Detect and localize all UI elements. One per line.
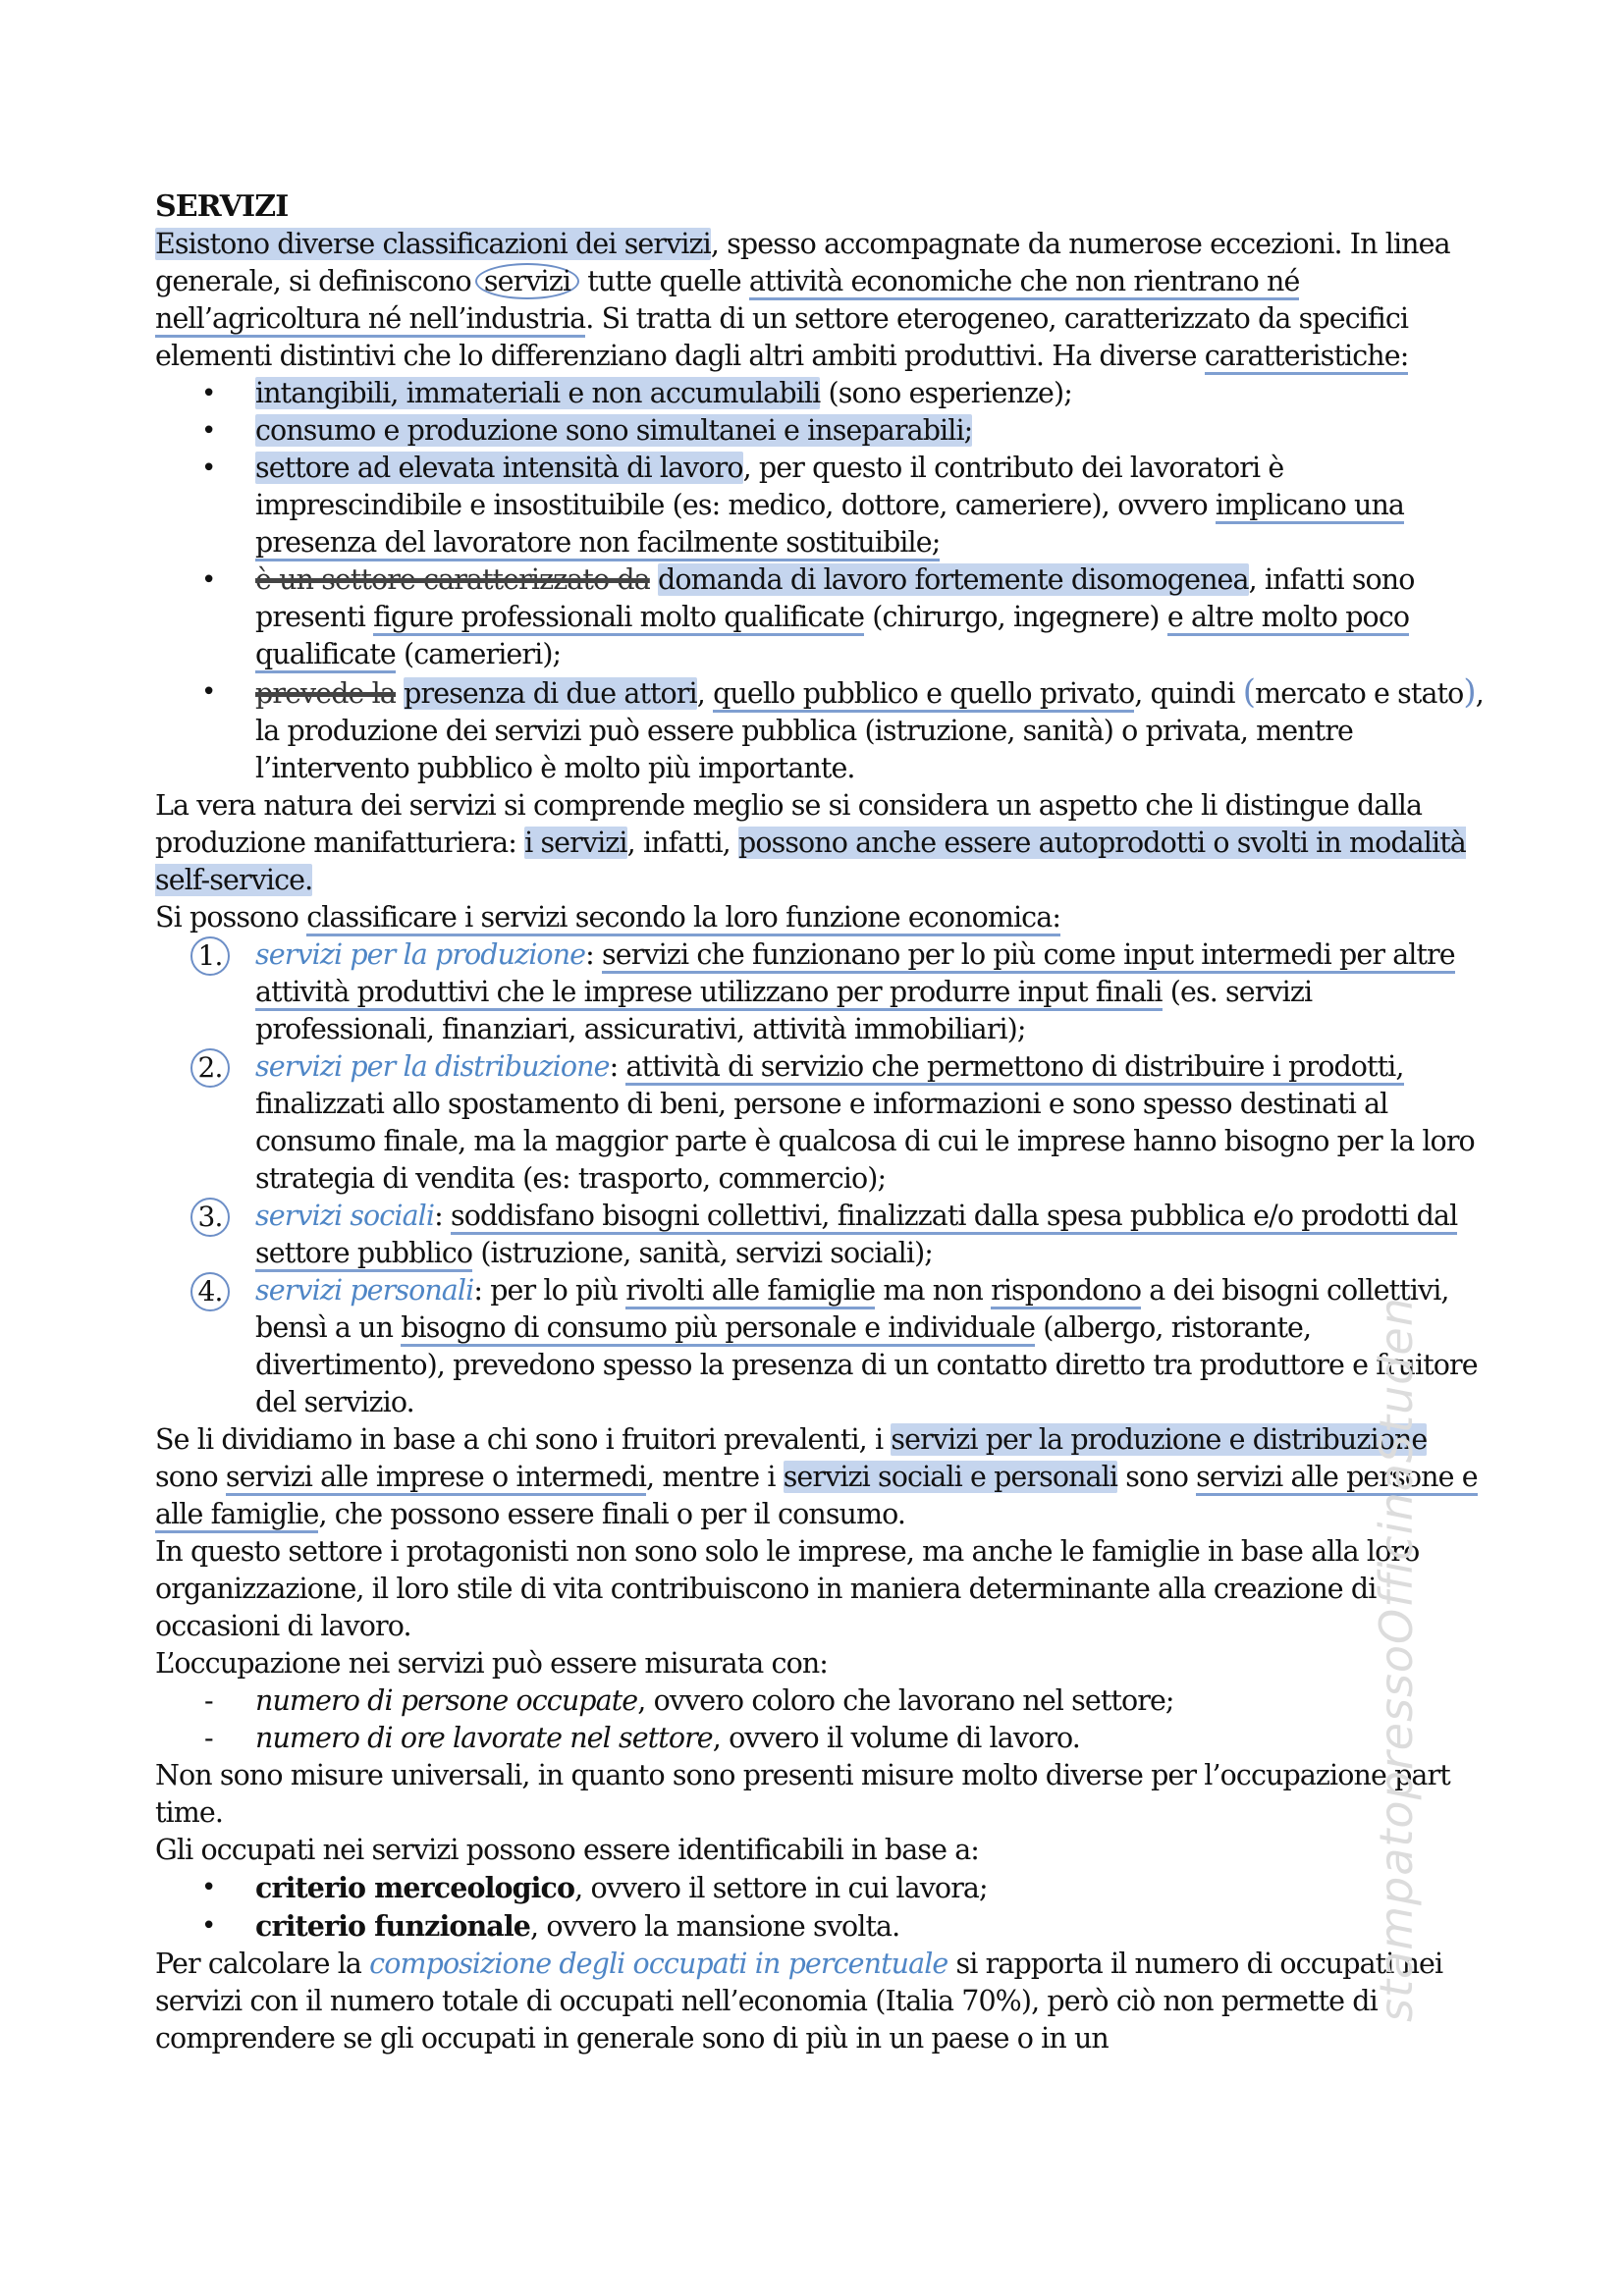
protagonists-paragraph: In questo settore i protagonisti non sono solo le imprese, ma anche le famiglie in base alla loro organizzazione, il loro stile di vita contribuiscono in maniera determinante alla creazione di occasioni di lavoro. <box>155 1535 1420 1642</box>
circled-number: 1. <box>190 936 230 976</box>
list-item: - numero di persone occupate, ovvero coloro che lavorano nel settore; <box>255 1682 1490 1720</box>
nature-paragraph: La vera natura dei servizi si comprende meglio se si considera un aspetto che li distingue dalla produzione manifatturiera: i servizi, infatti, possono anche essere autoprodotti o svolti in modalità self-service. <box>155 789 1466 896</box>
list-item: • consumo e produzione sono simultanei e inseparabili; <box>255 412 1490 450</box>
criteria-intro: Gli occupati nei servizi possono essere identificabili in base a: <box>155 1834 980 1866</box>
list-item: 1. servizi per la produzione: servizi che funzionano per lo più come input intermedi per altre attività produttivi che le imprese utilizzano per produrre input finali (es. servizi professionali, finanziari, assicurativi, attività immobiliari); <box>255 936 1490 1048</box>
watermark: stampatopressoOfficinaStuden <box>1370 1297 1423 2022</box>
list-item: • prevede la presenza di due attori, quello pubblico e quello privato, quindi (mercato e stato), la produzione dei servizi può essere pubblica (istruzione, sanità) o privata, mentre l’intervento pubblico è molto più importante. <box>255 673 1490 787</box>
functions-list <box>155 936 1490 1421</box>
measure-intro: L’occupazione nei servizi può essere misurata con: <box>155 1647 828 1680</box>
users-paragraph: Se li dividiamo in base a chi sono i fruitori prevalenti, i servizi per la produzione e distribuzione sono servizi alle imprese o intermedi, mentre i servizi sociali e personali sono servizi alle persone e alle famiglie, che possono essere finali o per il consumo. <box>155 1421 1490 1533</box>
characteristics-list <box>155 375 1490 787</box>
scribbled-out-text: è un settore caratterizzato da <box>255 563 650 596</box>
document-page <box>155 188 1490 2057</box>
list-item: 4. servizi personali: per lo più rivolti alle famiglie ma non rispondono a dei bisogni collettivi, bensì a un bisogno di consumo più personale e individuale (albergo, ristorante, divertimento), prevedono spesso la presenza di un contatto diretto tra produttore e fruitore del servizio. <box>255 1272 1490 1421</box>
list-item: - numero di ore lavorate nel settore, ovvero il volume di lavoro. <box>255 1720 1490 1757</box>
pen-parenthesis-open: ( <box>1242 672 1256 712</box>
list-item: • criterio funzionale, ovvero la mansione svolta. <box>255 1907 1490 1946</box>
list-item: • è un settore caratterizzato da domanda di lavoro fortemente disomogenea, infatti sono presenti figure professionali molto qualificate (chirurgo, ingegnere) e altre molto poco qualificate (camerieri); <box>255 561 1490 673</box>
list-item: • intangibili, immateriali e non accumulabili (sono esperienze); <box>255 375 1490 412</box>
measures-list <box>155 1682 1490 1757</box>
pen-parenthesis-close: ) <box>1463 672 1476 712</box>
page-title: SERVIZI <box>155 189 289 224</box>
criteria-list <box>155 1869 1490 1946</box>
list-item: 2. servizi per la distribuzione: attività di servizio che permettono di distribuire i prodotti, finalizzati allo spostamento di beni, persone e informazioni e sono spesso destinati al consumo finale, ma la maggior parte è qualcosa di cui le imprese hanno bisogno per la loro strategia di vendita (es: trasporto, commercio); <box>255 1048 1490 1198</box>
list-item: • criterio merceologico, ovvero il settore in cui lavora; <box>255 1869 1490 1907</box>
pen-underline: attività economiche che non rientrano né nell’agricoltura né nell’industria <box>155 265 1299 338</box>
intro-paragraph: Esistono diverse classificazioni dei servizi, spesso accompagnate da numerose eccezioni. In linea generale, si definiscono servizi tutte quelle attività economiche che non rientrano né nell’agricoltura né nell’industria. Si tratta di un settore eterogeneo, caratterizzato da specifici elementi distintivi che lo differenziano dagli altri ambiti produttivi. Ha diverse caratteristiche: <box>155 226 1490 375</box>
circled-word: servizi <box>475 263 579 299</box>
list-item: 3. servizi sociali: soddisfano bisogni collettivi, finalizzati dalla spesa pubblica e/o prodotti dal settore pubblico (istruzione, sanità, servizi sociali); <box>255 1198 1490 1272</box>
circled-number: 3. <box>190 1198 230 1237</box>
composition-paragraph: Per calcolare la composizione degli occupati in percentuale si rapporta il numero di occupati nei servizi con il numero totale di occupati nell’economia (Italia 70%), però ciò non permette di comprendere se gli occupati in generale sono di più in un paese o in un <box>155 1948 1443 2055</box>
list-item: • settore ad elevata intensità di lavoro, per questo il contributo dei lavoratori è imprescindibile e insostituibile (es: medico, dottore, cameriere), ovvero implicano una presenza del lavoratore non facilmente sostituibile; <box>255 450 1490 561</box>
not-universal-paragraph: Non sono misure universali, in quanto sono presenti misure molto diverse per l’occupazione part time. <box>155 1759 1450 1829</box>
circled-number: 2. <box>190 1048 230 1088</box>
pen-underline: caratteristiche: <box>1205 340 1409 375</box>
circled-number: 4. <box>190 1272 230 1311</box>
scribbled-out-text: prevede la <box>255 677 396 710</box>
highlight: Esistono diverse classificazioni dei servizi <box>155 228 711 260</box>
classify-paragraph: Si possono classificare i servizi secondo la loro funzione economica: <box>155 899 1490 936</box>
